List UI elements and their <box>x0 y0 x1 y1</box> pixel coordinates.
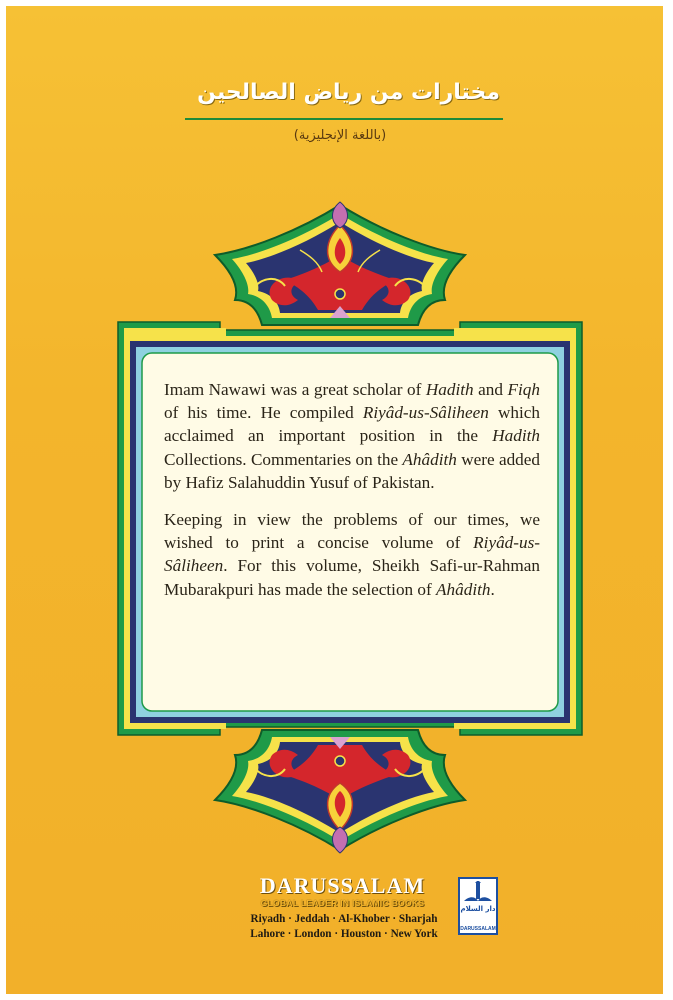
text-run: Collections. Commentaries on the <box>164 449 403 469</box>
text-run: and <box>473 380 508 399</box>
publisher-cities-row-2: Lahore · London · Houston · New York <box>250 928 438 940</box>
text-run: Keeping in view the problems of our times, we wished to print a concise volume of <box>164 510 540 553</box>
italic-term: Hadith <box>492 426 540 446</box>
publisher-logo <box>458 877 498 935</box>
description-paragraph-1 <box>164 378 540 494</box>
arabic-subtitle: (باللغة الإنجليزية) <box>293 128 387 143</box>
publisher-cities-row-1: Riyadh · Jeddah · Al-Khober · Sharjah <box>250 913 438 925</box>
publisher-name: DARUSSALAM <box>259 873 426 898</box>
publisher-logo-name: DARUSSALAM <box>460 926 496 932</box>
text-run: . <box>490 579 495 599</box>
italic-term: Ahâdith <box>402 449 457 469</box>
text-run: Imam Nawawi was a great scholar of <box>164 380 426 399</box>
bottom-arabesque-ornament <box>215 730 465 853</box>
description-paragraph-2 <box>164 508 540 601</box>
text-run: . For this volume, Sheikh Safi-ur-Rahman Mubarakpuri has made the selection of <box>164 556 540 599</box>
italic-term: Ahâdith <box>436 579 491 599</box>
italic-term: Hadith <box>425 380 474 399</box>
publisher-tagline: GLOBAL LEADER IN ISLAMIC BOOKS <box>260 898 425 908</box>
publisher-logo-arabic: دار السلام <box>460 905 496 913</box>
italic-term: Fiqh <box>507 380 540 399</box>
italic-term: Riyâd-us-Sâliheen <box>362 403 489 423</box>
italic-term: Riyâd-us-Sâliheen <box>164 533 540 576</box>
text-run: of his time. He compiled <box>164 403 363 423</box>
book-minaret-logo-icon <box>460 881 496 905</box>
description-panel <box>136 360 562 705</box>
arabic-title: مختارات من رياض الصالحين <box>197 80 500 105</box>
publisher-block <box>232 873 502 943</box>
top-arabesque-ornament <box>215 202 465 325</box>
text-run: which acclaimed an important position in the <box>164 403 540 446</box>
text-run: were added by Hafiz Salahuddin Yusuf of Pakistan. <box>164 449 540 492</box>
